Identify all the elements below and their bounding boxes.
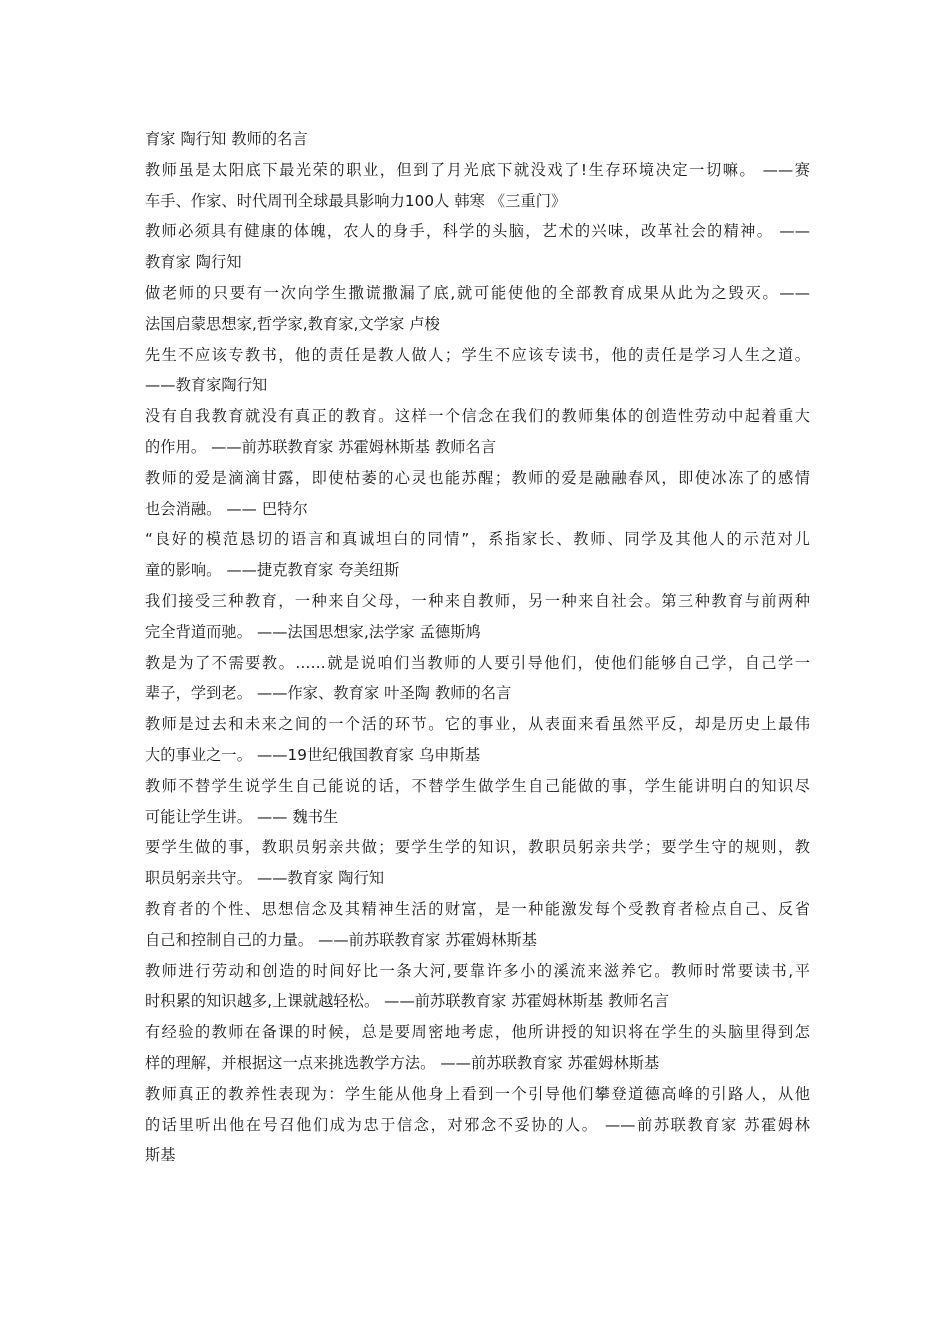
text-line: 做老师的只要有一次向学生撒谎撒漏了底,就可能使他的全部教育成果从此为之毁灭。——	[145, 283, 810, 302]
text-line: 的作用。 ——前苏联教育家 苏霍姆林斯基 教师名言	[145, 437, 497, 456]
text-line: 先生不应该专教书，他的责任是教人做人；学生不应该专读书，他的责任是学习人生之道。	[145, 345, 810, 364]
text-line: 教育者的个性、思想信念及其精神生活的财富，是一种能激发每个受教育者检点自己、反省	[145, 899, 810, 918]
text-line: 车手、作家、时代周刊全球最具影响力100人 韩寒 《三重门》	[145, 191, 567, 210]
text-line: 教师的爱是滴滴甘露，即使枯萎的心灵也能苏醒；教师的爱是融融春风，即使冰冻了的感情	[145, 468, 810, 487]
document-body	[145, 124, 810, 1171]
text-line: 职员躬亲共守。 ——教育家 陶行知	[145, 869, 385, 888]
text-line: 可能让学生讲。 —— 魏书生	[145, 807, 339, 826]
text-line: ——教育家陶行知	[145, 376, 268, 395]
text-line: 我们接受三种教育，一种来自父母，一种来自教师，另一种来自社会。第三种教育与前两种	[145, 591, 810, 610]
text-line: 教是为了不需要教。……就是说咱们当教师的人要引导他们，使他们能够自己学，自己学一	[145, 653, 810, 672]
text-line: 也会消融。 —— 巴特尔	[145, 499, 308, 518]
text-line: 教师虽是太阳底下最光荣的职业，但到了月光底下就没戏了!生存环境决定一切嘛。 ——赛	[145, 160, 810, 179]
text-line: 的话里听出他在号召他们成为忠于信念，对邪念不妥协的人。 ——前苏联教育家 苏霍姆林	[145, 1115, 810, 1134]
text-line: 完全背道而驰。 ——法国思想家,法学家 孟德斯鸠	[145, 622, 481, 641]
text-line: 教师进行劳动和创造的时间好比一条大河,要靠许多小的溪流来滋养它。教师时常要读书,平	[145, 961, 810, 980]
text-line: 育家 陶行知 教师的名言	[145, 130, 308, 148]
text-line: 法国启蒙思想家,哲学家,教育家,文学家 卢梭	[145, 314, 440, 333]
text-line: 教师不替学生说学生自己能说的话，不替学生做学生自己能做的事，学生能讲明白的知识尽	[145, 776, 810, 795]
text-line: 斯基	[145, 1146, 176, 1165]
text-line: 有经验的教师在备课的时候，总是要周密地考虑，他所讲授的知识将在学生的头脑里得到怎	[145, 1023, 810, 1042]
text-line: 样的理解，并根据这一点来挑选教学方法。 ——前苏联教育家 苏霍姆林斯基	[145, 1053, 660, 1072]
text-line: 教师真正的教养性表现为：学生能从他身上看到一个引导他们攀登道德高峰的引路人，从他	[145, 1084, 810, 1103]
text-line: 教育家 陶行知	[145, 253, 242, 272]
text-line: 教师是过去和未来之间的一个活的环节。它的事业，从表面来看虽然平反，却是历史上最伟	[145, 715, 810, 734]
text-line: 童的影响。 ——捷克教育家 夸美纽斯	[145, 561, 400, 580]
text-line: 时积累的知识越多,上课就越轻松。 ——前苏联教育家 苏霍姆林斯基 教师名言	[145, 992, 670, 1011]
text-line: 大的事业之一。 ——19世纪俄国教育家 乌申斯基	[145, 745, 481, 764]
text-line: 自己和控制自己的力量。 ——前苏联教育家 苏霍姆林斯基	[145, 930, 538, 949]
text-line: 要学生做的事，教职员躬亲共做；要学生学的知识，教职员躬亲共学；要学生守的规则，教	[145, 838, 810, 857]
text-line: 没有自我教育就没有真正的教育。这样一个信念在我们的教师集体的创造性劳动中起着重大	[145, 407, 810, 426]
text-line: 教师必须具有健康的体魄，农人的身手，科学的头脑，艺术的兴味，改革社会的精神。 ——	[145, 222, 810, 241]
text-line: “良好的模范恳切的语言和真诚坦白的同情”，系指家长、教师、同学及其他人的示范对儿	[145, 530, 810, 549]
text-line: 辈子，学到老。 ——作家、教育家 叶圣陶 教师的名言	[145, 684, 512, 703]
